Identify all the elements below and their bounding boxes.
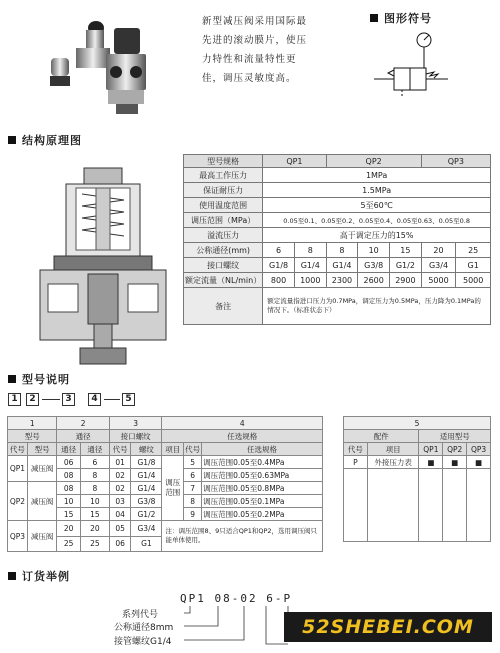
option-spec: 调压范围0.05至0.1MPa <box>202 495 323 508</box>
code-box-2: 2 <box>26 393 39 406</box>
option-spec: 调压范围0.05至0.4MPa <box>202 456 323 469</box>
bore-code: 25 <box>57 536 80 552</box>
bore-size: 20 <box>80 521 109 537</box>
order-label-bore: 公称通径8mm <box>114 623 174 633</box>
model-table <box>7 416 323 552</box>
spec-cell: 5000 <box>456 273 491 288</box>
option-code: 9 <box>184 508 202 521</box>
model-type: 减压阀 <box>27 521 57 552</box>
spec-value: 1.5MPa <box>263 183 491 198</box>
col-header: 代号 <box>185 444 201 454</box>
col-header: QP3 <box>467 443 491 456</box>
spec-note: 额定流量指进口压力为0.7MPa，调定压力为0.5MPa，压力降为0.1MPa的情况下。（标准状态下） <box>263 288 491 325</box>
spec-cell: G1/4 <box>326 258 358 273</box>
header-applicable-model: 适用型号 <box>419 430 491 443</box>
spec-label: 最高工作压力 <box>184 168 263 183</box>
code-box-5: 5 <box>122 393 135 406</box>
header-model: 型号 <box>8 430 57 443</box>
col-header: QP1 <box>419 443 443 456</box>
thread-size: G1 <box>131 536 162 552</box>
order-label-series: 系列代号 <box>122 610 159 620</box>
option-spec: 调压范围0.05至0.8MPa <box>202 482 323 495</box>
spec-cell: 10 <box>358 243 390 258</box>
spec-label: 使用温度范围 <box>184 198 263 213</box>
group-1: 1 <box>8 417 57 430</box>
bore-size: 8 <box>80 469 109 482</box>
option-item: 调压范围 <box>162 456 184 521</box>
option-spec: 调压范围0.05至0.63MPa <box>202 469 323 482</box>
bore-size: 6 <box>80 456 109 469</box>
col-header: 任选规格 <box>202 443 323 456</box>
spec-label: 接口螺纹 <box>184 258 263 273</box>
thread-code: 02 <box>109 482 131 495</box>
spec-cell: 25 <box>456 243 491 258</box>
section-title-order: 订货举例 <box>22 570 70 583</box>
spec-cell: G1 <box>456 258 491 273</box>
accessory-table <box>343 416 491 542</box>
spec-value: 0.05至0.1、0.05至0.2、0.05至0.4、0.05至0.63、0.05至0.8 <box>263 213 491 228</box>
group-2: 2 <box>57 417 109 430</box>
spec-cell: G3/8 <box>358 258 390 273</box>
header-thread: 接口螺纹 <box>109 430 162 443</box>
col-header: 项目 <box>162 443 184 456</box>
bullet-icon <box>8 136 16 144</box>
spec-cell: 6 <box>263 243 295 258</box>
header-option: 任选规格 <box>162 430 323 443</box>
model-code: QP2 <box>8 482 28 521</box>
spec-label: 公称通径(mm) <box>184 243 263 258</box>
spec-cell: G1/2 <box>390 258 422 273</box>
option-code: 7 <box>184 482 202 495</box>
acc-item: 外接压力表 <box>367 456 419 469</box>
spec-cell: 8 <box>294 243 326 258</box>
section-title-model: 型号说明 <box>22 373 70 386</box>
option-code: 6 <box>184 469 202 482</box>
code-dash <box>42 399 60 400</box>
spec-cell: G1/4 <box>294 258 326 273</box>
thread-code: 04 <box>109 508 131 521</box>
watermark: 52SHEBEI.COM <box>284 612 492 642</box>
bore-code: 08 <box>57 482 80 495</box>
option-code: 5 <box>184 456 202 469</box>
spec-label: 备注 <box>184 288 263 325</box>
bullet-icon <box>370 14 378 22</box>
spec-label: 额定流量（NL/min） <box>184 273 263 288</box>
valve-symbol <box>372 30 472 100</box>
order-label-thread: 接管螺纹G1/4 <box>114 637 172 647</box>
group-3: 3 <box>109 417 162 430</box>
bullet-icon <box>8 375 16 383</box>
spec-value: 高于调定压力的15% <box>263 228 491 243</box>
spec-header-label: 型号规格 <box>184 155 263 168</box>
group-4: 4 <box>162 417 323 430</box>
acc-mark: ■ <box>467 456 491 469</box>
thread-code: 02 <box>109 469 131 482</box>
bore-size: 10 <box>80 495 109 508</box>
order-leader-lines <box>178 604 298 650</box>
spec-cell: G1/8 <box>263 258 295 273</box>
thread-size: G1/2 <box>131 508 162 521</box>
bullet-icon <box>8 572 16 580</box>
acc-mark: ■ <box>443 456 467 469</box>
bore-size: 8 <box>80 482 109 495</box>
model-note: 注：调压范围8、9只适合QP1和QP2，选用调压阀只能单体使用。 <box>162 521 323 552</box>
bore-code: 10 <box>57 495 80 508</box>
thread-code: 01 <box>109 456 131 469</box>
model-type: 减压阀 <box>27 482 57 521</box>
bore-code: 08 <box>57 469 80 482</box>
col-header: 代号 <box>344 443 368 456</box>
code-box-4: 4 <box>88 393 101 406</box>
acc-code: P <box>344 456 368 469</box>
model-type: 减压阀 <box>27 456 57 482</box>
thread-size: G3/4 <box>131 521 162 537</box>
code-dash <box>104 399 120 400</box>
spec-cell: 2300 <box>326 273 358 288</box>
acc-mark: ■ <box>419 456 443 469</box>
spec-cell: 2600 <box>358 273 390 288</box>
bore-size: 15 <box>80 508 109 521</box>
col-header: 螺纹 <box>131 443 162 456</box>
section-title-symbol: 图形符号 <box>384 12 432 25</box>
bore-code: 15 <box>57 508 80 521</box>
thread-code: 06 <box>109 536 131 552</box>
option-spec: 调压范围0.05至0.2MPa <box>202 508 323 521</box>
model-code: QP3 <box>8 521 28 552</box>
spec-header-qp2: QP2 <box>326 155 421 168</box>
bore-code: 20 <box>57 521 80 537</box>
spec-cell: 2900 <box>390 273 422 288</box>
product-photo <box>36 8 166 120</box>
bore-size: 25 <box>80 536 109 552</box>
intro-text: 新型减压阀采用国际最先进的滚动膜片，使压力特性和流量特性更佳，调压灵敏度高。 <box>202 16 308 84</box>
cross-section-drawing <box>36 164 171 369</box>
col-header: QP2 <box>443 443 467 456</box>
col-header: 型号 <box>27 443 57 456</box>
col-header: 项目 <box>367 443 419 456</box>
thread-size: G3/8 <box>131 495 162 508</box>
spec-label: 保证耐压力 <box>184 183 263 198</box>
spec-label: 溢流压力 <box>184 228 263 243</box>
option-code: 8 <box>184 495 202 508</box>
spec-cell: 1000 <box>294 273 326 288</box>
spec-cell: 15 <box>390 243 422 258</box>
thread-size: G1/4 <box>131 482 162 495</box>
thread-size: G1/4 <box>131 469 162 482</box>
col-header: 通径 <box>80 443 109 456</box>
thread-code: 03 <box>109 495 131 508</box>
section-title-structure: 结构原理图 <box>22 134 82 147</box>
spec-cell: 8 <box>326 243 358 258</box>
spec-cell: 800 <box>263 273 295 288</box>
bore-code: 06 <box>57 456 80 469</box>
model-code: QP1 <box>8 456 28 482</box>
code-box-3: 3 <box>62 393 75 406</box>
spec-table <box>183 154 491 325</box>
order-example-code: QP1 08-02 6-P <box>180 592 293 605</box>
header-bore: 通径 <box>57 430 109 443</box>
spec-header-qp1: QP1 <box>263 155 326 168</box>
spec-cell: 5000 <box>421 273 456 288</box>
col-header: 代号 <box>8 443 28 456</box>
spec-value: 5至60℃ <box>263 198 491 213</box>
col-header: 代号 <box>109 443 131 456</box>
thread-size: G1/8 <box>131 456 162 469</box>
spec-cell: G3/4 <box>421 258 456 273</box>
header-accessory: 配件 <box>344 430 419 443</box>
spec-cell: 20 <box>421 243 456 258</box>
spec-header-qp3: QP3 <box>421 155 490 168</box>
col-header: 通径 <box>57 443 80 456</box>
spec-label: 调压范围（MPa） <box>184 213 263 228</box>
code-box-1: 1 <box>8 393 21 406</box>
thread-code: 05 <box>109 521 131 537</box>
spec-value: 1MPa <box>263 168 491 183</box>
group-5: 5 <box>344 417 491 430</box>
